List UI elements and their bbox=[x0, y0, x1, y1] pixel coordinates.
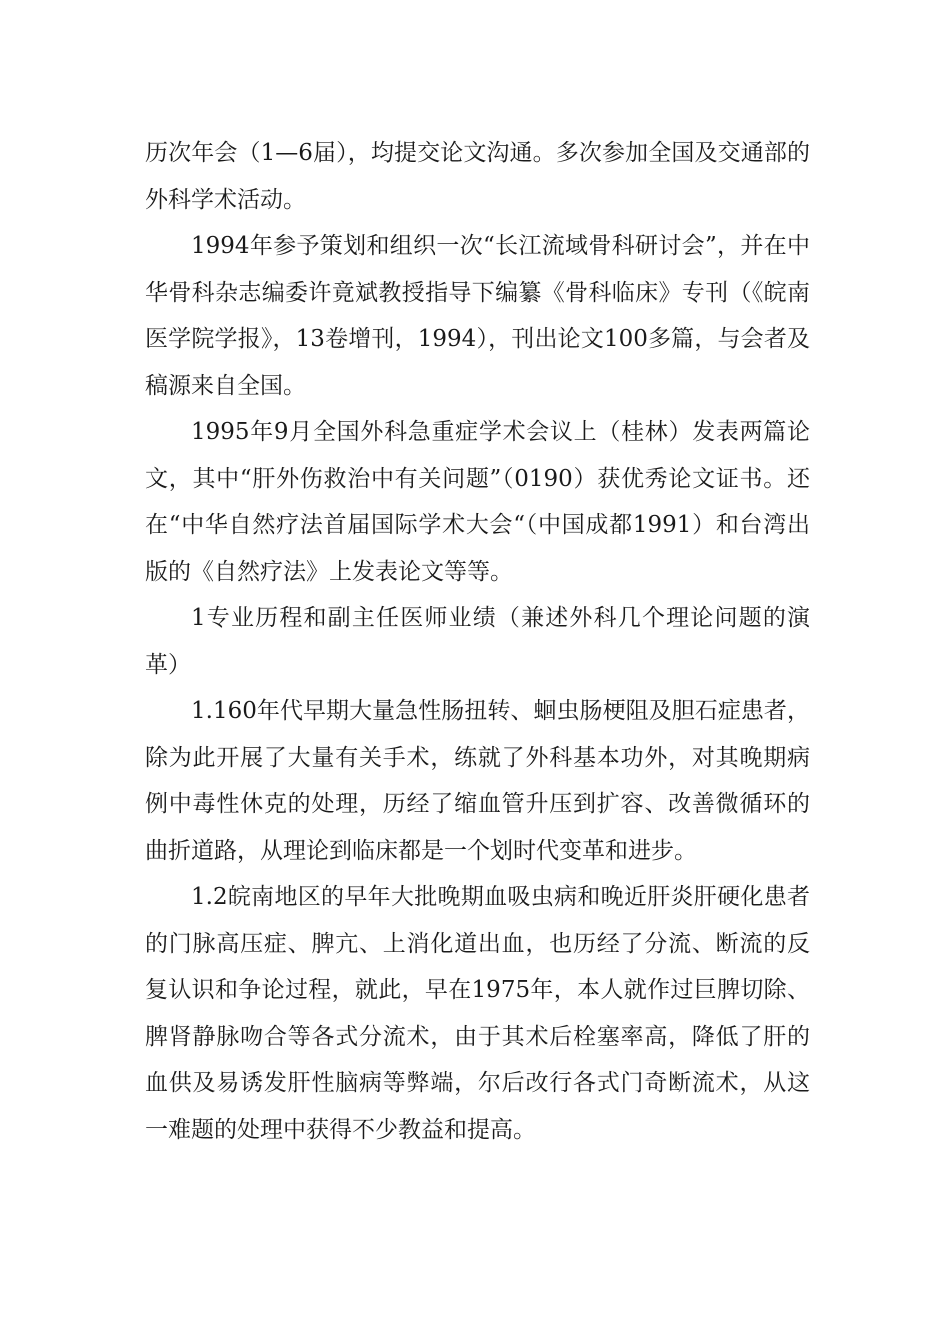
paragraph-1-1: 1.160年代早期大量急性肠扭转、蛔虫肠梗阻及胆石症患者，除为此开展了大量有关手术，练就了外科基本功外，对其晚期病例中毒性休克的处理，历经了缩血管升压到扩容、改善微循环的曲折道路，从理论到临床都是一个划时代变革和进步。 bbox=[145, 698, 810, 864]
paragraph-continuation: 历次年会（1—6届），均提交论文沟通。多次参加全国及交通部的外科学术活动。 bbox=[145, 140, 810, 213]
paragraph-1995-conference: 1995年9月全国外科急重症学术会议上（桂林）发表两篇论文，其中“肝外伤救治中有关问题”（0190）获优秀论文证书。还在“中华自然疗法首届国际学术大会“（中国成都1991）和台湾出版的《自然疗法》上发表论文等等。 bbox=[145, 419, 810, 585]
section-heading-1: 1专业历程和副主任医师业绩（兼述外科几个理论问题的演革） bbox=[145, 605, 810, 678]
paragraph-1-2: 1.2皖南地区的早年大批晚期血吸虫病和晚近肝炎肝硬化患者的门脉高压症、脾亢、上消化道出血，也历经了分流、断流的反复认识和争论过程，就此，早在1975年，本人就作过巨脾切除、脾肾静脉吻合等各式分流术，由于其术后栓塞率高，降低了肝的血供及易诱发肝性脑病等弊端，尔后改行各式门奇断流术，从这一难题的处理中获得不少教益和提高。 bbox=[145, 884, 810, 1143]
paragraph-1994-conference: 1994年参予策划和组织一次“长江流域骨科研讨会”，并在中华骨科杂志编委许竟斌教授指导下编纂《骨科临床》专刊（《皖南医学院学报》，13卷增刊，1994），刊出论文100多篇，与会者及稿源来自全国。 bbox=[145, 233, 810, 399]
document-body bbox=[145, 130, 810, 1153]
